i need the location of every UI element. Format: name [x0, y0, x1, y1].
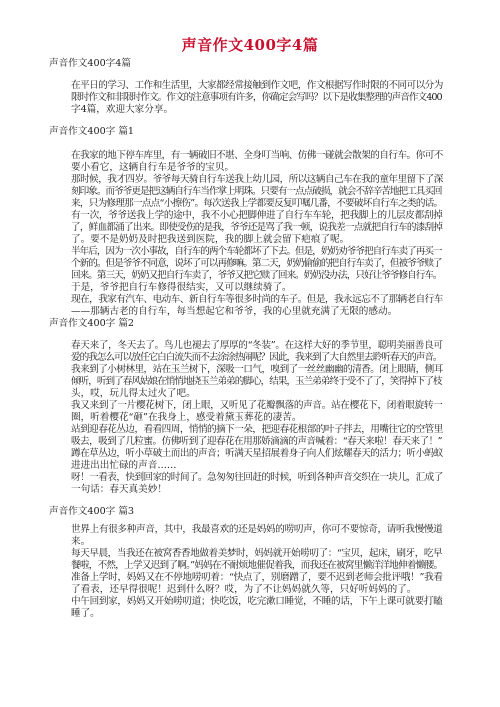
text-line: 蹲在草丛边，听小草破土而出的声音；听满天星招展着身子向人们炫耀春天的活力；听小蚂蚁: [71, 448, 443, 459]
text-line: 个新的。但是爷爷不同意，说坏了可以再修嘛。第二天，奶奶偷偷的把自行车卖了，但被爷爷赎了: [71, 258, 442, 269]
text-line: 准备上学时，妈妈又在不停地唠叨着：“快点了，别磨蹭了，要不迟到老师会批评哦！”我看: [71, 572, 443, 583]
text-line: 声音作文400字4篇: [49, 58, 131, 69]
text-line: 声音作文400字 篇1: [49, 126, 135, 137]
text-line: 字4篇，欢迎大家分享。: [71, 104, 174, 115]
text-line: 刻印象。而爷爷更是把这辆自行车当作掌上明珠。只要有一点点破损，就会不辞辛苦地把工具买回: [71, 186, 442, 197]
text-line: 进进出出忙碌的声音……: [71, 460, 177, 471]
text-line: 在我家的地下停车库里，有一辆破旧不堪、全身叮当响、仿佛一碰就会散架的自行车。你可不: [71, 150, 443, 161]
document-title: 声音作文400字4篇: [181, 36, 319, 54]
text-line: 半年后，因为一次小事故，自行车的两个车轮都坏了下去。但是，奶奶劝爷爷把自行车卖了再买一: [71, 246, 442, 257]
text-line: 声音作文400字 篇3: [49, 506, 135, 517]
text-line: 爱的我怎么可以放任它白白流失而不去涂涂热闹呢？因此，我来到了大自然里去聆听春天的声音。: [71, 352, 442, 363]
text-line: 圈，听着樱花“砸”在我身上，感受着黛玉葬花的凄苦。: [71, 412, 302, 423]
text-line: 世界上有很多种声音，其中，我最喜欢的还是妈妈的唠叨声，你可不要惊奇，请听我慢慢道: [71, 524, 443, 535]
text-line: 来，只为修理那一点点“小擦伤”。每次送我上学都要反复叮嘱几番，不要破坏自行车之类的话。: [71, 198, 443, 209]
text-line: 头，哎，玩儿得太过火了吧。: [71, 388, 196, 399]
text-line: 吸去，吸到了几粒蜜。仿佛听到了迎春花在用那娇滴滴的声音喊着：“春天来啦！春天来了！”: [71, 436, 443, 447]
text-line: 现在，我家有汽车、电动车、新自行车等很多时尚的车子。但是，我永远忘不了那辆老自行车: [71, 294, 443, 305]
text-line: 了。要不是奶奶及时把我送到医院，我的脚上就会留下疤痕了呢。: [71, 234, 350, 245]
text-line: 了看表，还早得很呢！迟到什么呀？哎，为了不让妈妈就久等，只好听妈妈的了。: [71, 584, 417, 595]
text-line: 春天来了，冬天去了。鸟儿也褪去了厚厚的“冬装”。在这样大好的季节里，聪明美丽善良可: [71, 340, 443, 351]
text-line: 在平日的学习、工作和生活里，大家都经常接触到作文吧，作文根据写作时限的不同可以分为: [71, 80, 443, 91]
text-line: 中午回到家，妈妈又开始唠叨道；快吃饭，吃完漱口睡觉，不睡的话，下午上课可就要打瞌: [71, 596, 443, 607]
text-line: 倾听，听到了春风姑娘在悄悄地挠玉兰弟弟的脚心，结果，玉兰弟弟终于受不了了，笑得掉下了枝: [71, 376, 442, 387]
text-line: 我来到了小树林里，站在玉兰树下，深吸一口气，嗅到了一丝丝幽幽的清香。闭上眼睛，侧耳: [71, 364, 443, 375]
text-line: ——那辆古老的自行车，每当想起它和爷爷，我的心里就充满了无限的感动。: [71, 306, 398, 317]
text-line: 那时候，我才四岁。爷爷每天骑自行车送我上幼儿园，所以这辆自己车在我的童年里留下了深: [71, 174, 443, 185]
text-line: 呀！一看表，快到回家的时间了。急匆匆往回赶的时候，听到各种声音交织在一块儿，汇成了: [71, 472, 443, 483]
text-line: 回来。第三天，奶奶又把自行车卖了，爷爷又把它赎了回来。奶奶没办法，只好让爷爷修自行车。: [71, 270, 442, 281]
text-line: 睡了。: [71, 608, 100, 619]
text-line: 限时作文和非限时作文。作文的注意事项有许多，你确定会写吗？以下是收集整理的声音作文400: [71, 92, 442, 103]
text-line: 来。: [71, 536, 91, 547]
text-line: 餐啦，不然，上学又迟到了啊。”妈妈在不耐烦地催促着我，而我还在被窝里懒洋洋地伸着懒腰。: [71, 560, 443, 571]
text-line: 要小看它，这辆自行车是爷爷的宝贝。: [71, 162, 235, 173]
text-line: 有一次，爷爷送我上学的途中，我不小心把脚伸进了自行车车轮，把我脚上的儿层皮都刮掉: [71, 210, 443, 221]
text-line: 站到迎春花丛边，看看四周，悄悄的摘下一朵，把迎春花根部的叶子拌去，用嘴往它的空管里: [71, 424, 443, 435]
text-line: 于是，爷爷把自行车修得很结实，又可以继续骑了。: [71, 282, 292, 293]
text-line: 我又来到了一片樱花树下，闭上眼，又听见了花瓣飘落的声音。站在樱花下，闭着眼旋转一: [71, 400, 443, 411]
text-line: 了，鲜血都涌了出来。即使受伤的是我，爷爷还是骂了我一顿，说我差一点就把自行车的漆刮掉: [71, 222, 443, 233]
text-line: 声音作文400字 篇2: [49, 318, 135, 329]
text-line: 一句话：春天真美妙！: [71, 484, 167, 495]
text-line: 每天早晨，当我还在被窝香香地做着美梦时，妈妈就开始唠叨了：“宝贝，起床，刷牙，吃早: [71, 548, 443, 559]
